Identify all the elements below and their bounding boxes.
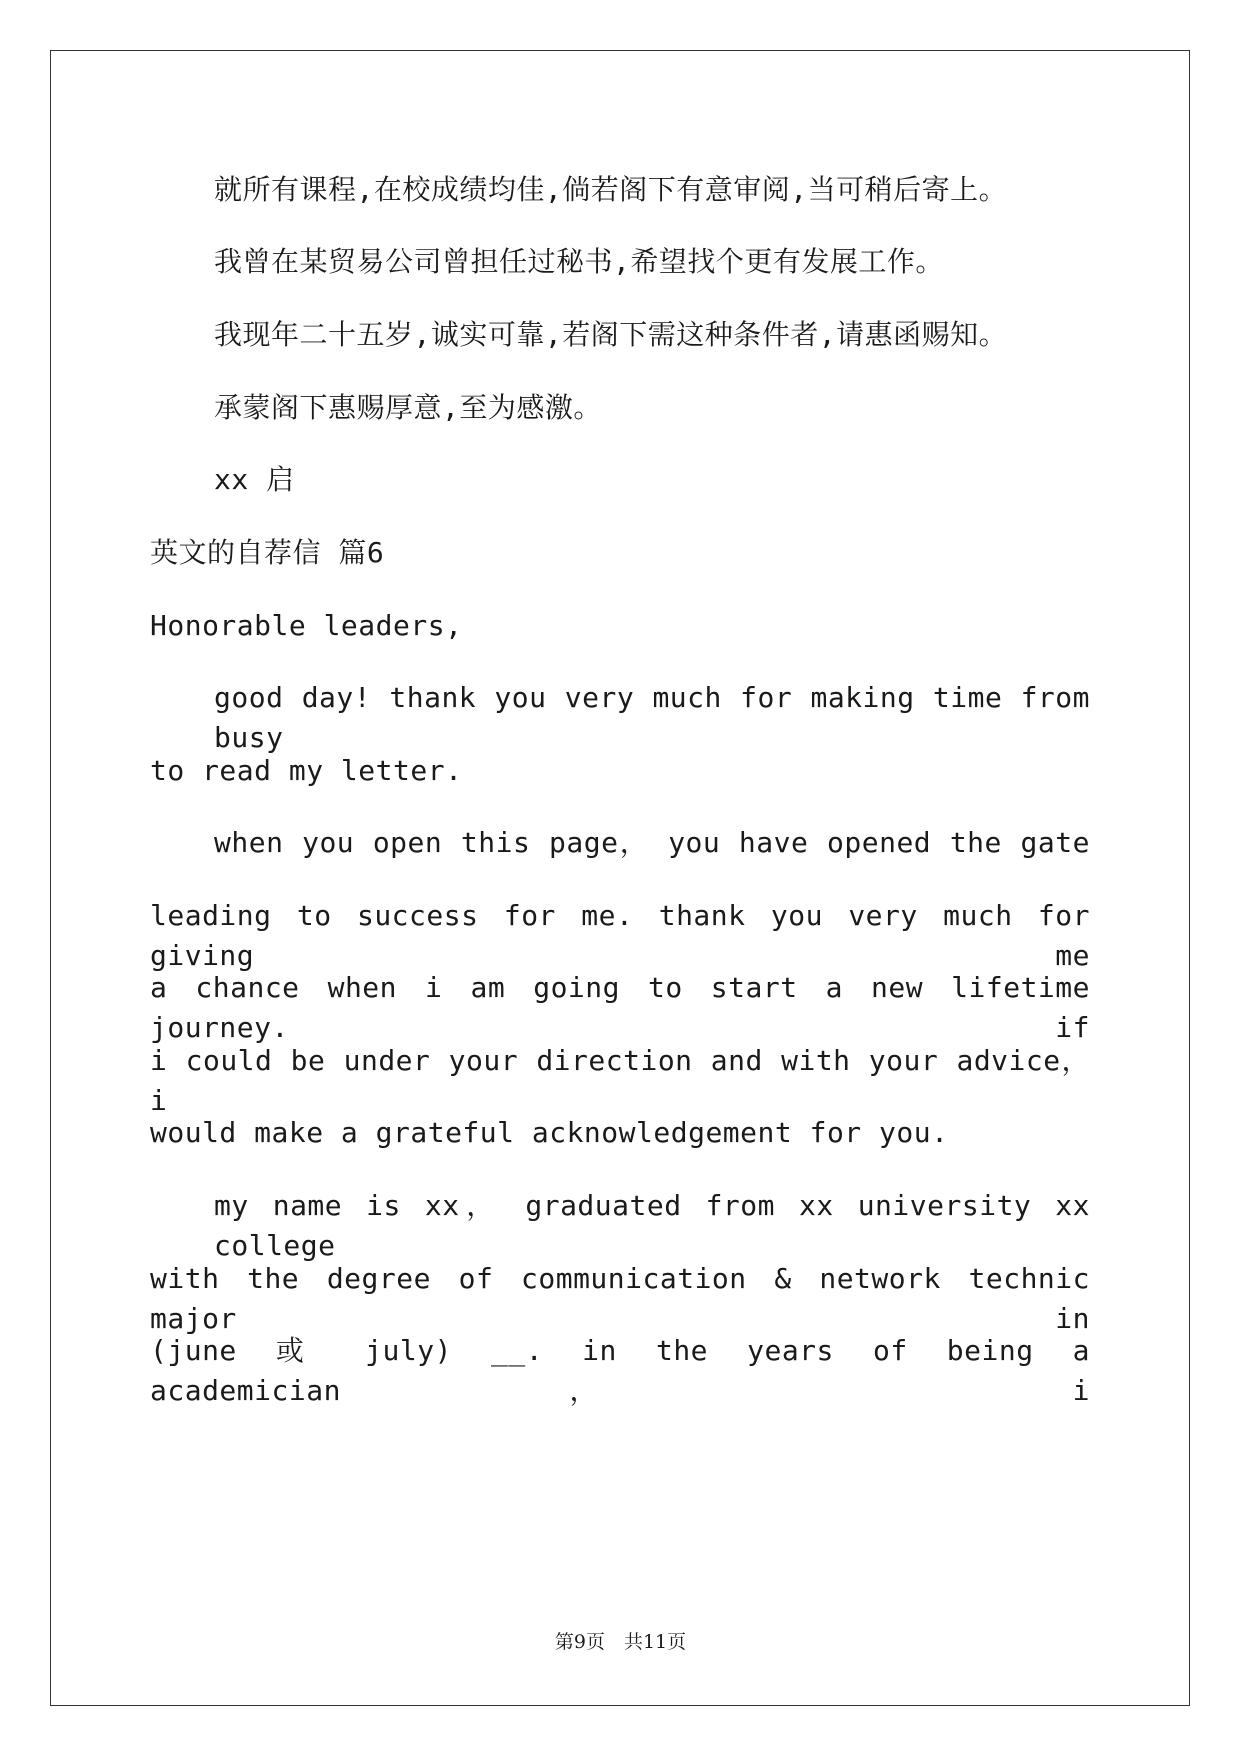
body-line: leading to success for me. thank you very much for giving me — [150, 899, 1090, 972]
body-line: 承蒙阁下惠赐厚意,至为感激。 — [214, 391, 602, 424]
body-line: i could be under your direction and with your advice， i — [150, 1044, 1090, 1117]
signature-line: xx 启 — [214, 463, 295, 496]
body-line: my name is xx， graduated from xx university xx college — [214, 1189, 1090, 1262]
body-line: with the degree of communication & network technic major in — [150, 1262, 1090, 1335]
body-line: when you open this page， you have opened the gate — [214, 826, 1090, 859]
salutation: Honorable leaders, — [150, 609, 463, 642]
body-line: would make a grateful acknowledgement for you. — [150, 1116, 949, 1149]
body-line: (june 或 july) __. in the years of being a academician， i — [150, 1334, 1090, 1407]
body-line: good day! thank you very much for making time from busy — [214, 681, 1090, 754]
body-line: to read my letter. — [150, 754, 463, 787]
page-border — [50, 50, 1190, 1706]
page-number: 第9页 共11页 — [554, 1631, 687, 1653]
section-heading: 英文的自荐信 篇6 — [150, 536, 385, 569]
body-line: 我曾在某贸易公司曾担任过秘书,希望找个更有发展工作。 — [214, 245, 944, 278]
body-line: a chance when i am going to start a new lifetime journey. if — [150, 971, 1090, 1044]
body-line: 我现年二十五岁,诚实可靠,若阁下需这种条件者,请惠函赐知。 — [214, 318, 1008, 351]
body-line: 就所有课程,在校成绩均佳,倘若阁下有意审阅,当可稍后寄上。 — [214, 173, 1008, 206]
